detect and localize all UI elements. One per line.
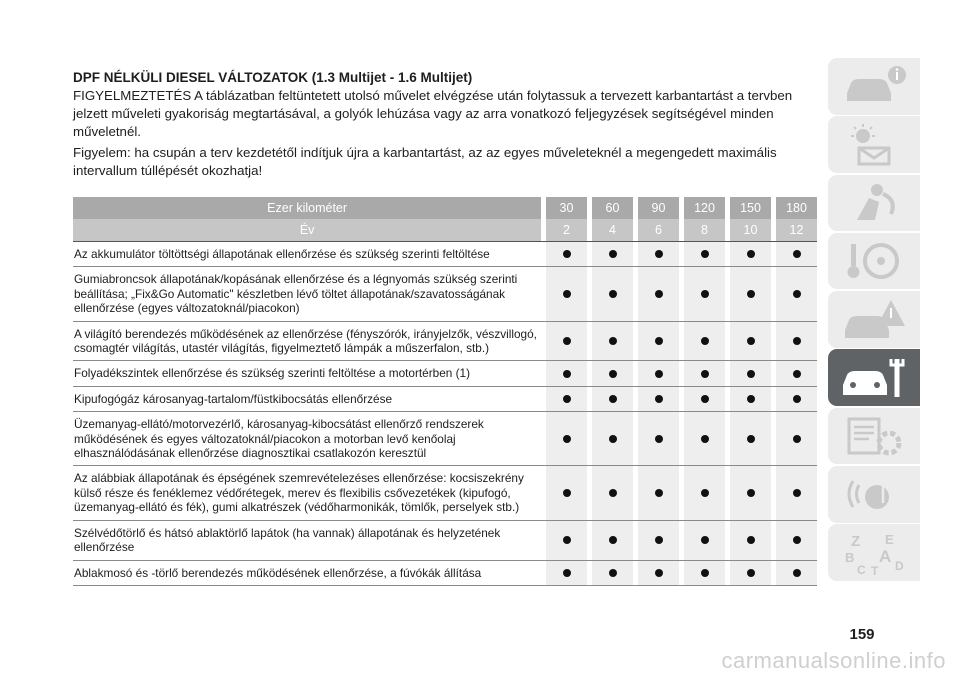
chapter-tabs	[828, 58, 920, 583]
airbag-seat-icon	[839, 180, 909, 226]
scheduled-dot-icon	[609, 337, 617, 345]
scheduled-dot-icon	[747, 569, 755, 577]
specs-gear-icon	[839, 413, 909, 459]
scheduled-dot-icon	[701, 250, 709, 258]
km-header-label: Ezer kilométer	[267, 201, 348, 215]
car-info-icon	[839, 63, 909, 109]
check-cell	[730, 242, 771, 266]
chapter-tab-6[interactable]	[828, 349, 920, 406]
check-cell	[592, 412, 633, 465]
scheduled-dot-icon	[655, 290, 663, 298]
check-cell	[638, 521, 679, 560]
scheduled-dot-icon	[701, 290, 709, 298]
check-cell	[592, 521, 633, 560]
scheduled-dot-icon	[609, 569, 617, 577]
page-number: 159	[849, 626, 875, 643]
scheduled-dot-icon	[655, 337, 663, 345]
km-header-row	[73, 197, 817, 219]
check-cell	[684, 361, 725, 385]
steering-key-icon	[839, 238, 909, 284]
table-row	[73, 361, 817, 386]
scheduled-dot-icon	[563, 337, 571, 345]
scheduled-dot-icon	[563, 536, 571, 544]
scheduled-dot-icon	[747, 370, 755, 378]
check-cell	[684, 412, 725, 465]
scheduled-dot-icon	[563, 395, 571, 403]
check-cell	[592, 322, 633, 361]
car-warning-icon	[839, 296, 909, 342]
check-cell	[776, 267, 817, 320]
check-cell	[776, 561, 817, 585]
row-description: Üzemanyag-ellátó/motorvezérlő, károsanyag-kibocsátást ellenőrző rendszerek működésének és egyes változatoknál/piacokon a motorban levő kenőolaj elhasználódásának ellenőrzése diagnosztikai csatlakozón keresztül	[74, 417, 484, 461]
check-cell	[546, 521, 587, 560]
check-cell	[684, 561, 725, 585]
year-header-label: Év	[299, 223, 315, 237]
table-row	[73, 561, 817, 586]
km-header-cell: 30	[559, 201, 574, 215]
scheduled-dot-icon	[655, 250, 663, 258]
check-cell	[776, 521, 817, 560]
check-cell	[638, 242, 679, 266]
scheduled-dot-icon	[701, 435, 709, 443]
scheduled-dot-icon	[793, 250, 801, 258]
check-cell	[592, 361, 633, 385]
scheduled-dot-icon	[747, 290, 755, 298]
scheduled-dot-icon	[701, 536, 709, 544]
check-cell	[546, 412, 587, 465]
km-header-cell: 90	[651, 201, 666, 215]
scheduled-dot-icon	[609, 435, 617, 443]
check-cell	[592, 387, 633, 411]
row-description: Ablakmosó és -törlő berendezés működésének ellenőrzése, a fúvókák állítása	[74, 565, 482, 580]
check-cell	[546, 267, 587, 320]
check-cell	[730, 561, 771, 585]
row-description: A világító berendezés működésének az ellenőrzése (fényszórók, irányjelzők, vészvillogó, csomagtér világítás, utastér világítás, figyelmeztető lámpák a műszerfalon, stb.)	[74, 326, 537, 356]
check-cell	[638, 412, 679, 465]
check-cell	[730, 466, 771, 519]
check-cell	[776, 322, 817, 361]
check-cell	[776, 242, 817, 266]
warning-paragraph: FIGYELMEZTETÉS A táblázatban feltüntetett utolsó művelet elvégzése után folytassuk a tervezett karbantartást a tervben jelzett műveleti gyakoriság megtartásával, a golyók lehúzása vagy az arra vonatkozó feljegyzések segítségével minden műveletnél.	[73, 88, 793, 139]
check-cell	[776, 466, 817, 519]
svg-text:A: A	[879, 546, 892, 566]
scheduled-dot-icon	[609, 250, 617, 258]
check-cell	[638, 361, 679, 385]
table-body	[73, 242, 817, 586]
chapter-tab-7[interactable]	[828, 408, 920, 465]
check-cell	[546, 361, 587, 385]
scheduled-dot-icon	[563, 250, 571, 258]
check-cell	[592, 561, 633, 585]
check-cell	[546, 322, 587, 361]
scheduled-dot-icon	[701, 395, 709, 403]
check-cell	[730, 361, 771, 385]
check-cell	[684, 322, 725, 361]
svg-text:E: E	[885, 531, 894, 547]
multimedia-icon	[839, 471, 909, 517]
scheduled-dot-icon	[609, 536, 617, 544]
svg-text:C: C	[857, 562, 866, 576]
table-row	[73, 267, 817, 321]
scheduled-dot-icon	[563, 370, 571, 378]
scheduled-dot-icon	[793, 536, 801, 544]
km-header-cell: 60	[605, 201, 620, 215]
check-cell	[776, 387, 817, 411]
check-cell	[638, 561, 679, 585]
check-cell	[684, 466, 725, 519]
year-header-cell: 4	[609, 223, 616, 237]
scheduled-dot-icon	[655, 569, 663, 577]
check-cell	[684, 521, 725, 560]
scheduled-dot-icon	[793, 395, 801, 403]
row-description: Kipufogógáz károsanyag-tartalom/füstkibocsátás ellenőrzése	[74, 391, 393, 406]
check-cell	[638, 466, 679, 519]
year-header-cell: 12	[789, 223, 804, 237]
scheduled-dot-icon	[747, 489, 755, 497]
check-cell	[546, 561, 587, 585]
scheduled-dot-icon	[655, 395, 663, 403]
scheduled-dot-icon	[701, 489, 709, 497]
scheduled-dot-icon	[609, 395, 617, 403]
row-description: Az akkumulátor töltöttségi állapotának ellenőrzése és szükség szerinti feltöltése	[74, 247, 490, 261]
scheduled-dot-icon	[747, 250, 755, 258]
row-description: Az alábbiak állapotának és épségének szemrevételezéses ellenőrzése: kocsiszekrény külső része és fenéklemez védőrétegek, merev és flexibilis csővezetékek (kipufogó, üzemanyag-ellátó és fék), gumi alkatrészek (védőharmonikák, tömlők, perselyek stb.)	[74, 471, 524, 515]
dashboard-lights-icon	[839, 122, 909, 168]
scheduled-dot-icon	[747, 435, 755, 443]
scheduled-dot-icon	[793, 337, 801, 345]
check-cell	[730, 267, 771, 320]
scheduled-dot-icon	[747, 395, 755, 403]
year-header-values	[546, 219, 817, 241]
scheduled-dot-icon	[655, 370, 663, 378]
table-row	[73, 242, 817, 267]
year-header-cell: 6	[655, 223, 662, 237]
scheduled-dot-icon	[609, 489, 617, 497]
scheduled-dot-icon	[793, 290, 801, 298]
chapter-tab-9[interactable]	[828, 524, 920, 581]
year-header-cell: 8	[701, 223, 708, 237]
km-header-cell: 150	[740, 201, 761, 215]
scheduled-dot-icon	[609, 370, 617, 378]
svg-text:B: B	[845, 549, 855, 565]
watermark: carmanualsonline.info	[721, 648, 946, 673]
check-cell	[546, 387, 587, 411]
scheduled-dot-icon	[563, 569, 571, 577]
scheduled-dot-icon	[609, 290, 617, 298]
svg-text:T: T	[871, 563, 879, 576]
check-cell	[730, 412, 771, 465]
car-wrench-icon	[839, 355, 909, 401]
check-cell	[638, 322, 679, 361]
scheduled-dot-icon	[563, 489, 571, 497]
chapter-tab-2[interactable]	[828, 116, 920, 173]
km-header-cell: 180	[786, 201, 807, 215]
table-row	[73, 322, 817, 362]
check-cell	[592, 242, 633, 266]
check-cell	[684, 267, 725, 320]
chapter-tab-1[interactable]	[828, 58, 920, 115]
check-cell	[592, 466, 633, 519]
row-description: Gumiabroncsok állapotának/kopásának ellenőrzése és a légnyomás szükség szerinti beállítása; „Fix&Go Automatic" készletben lévő töltet állapotának/szavatosságának ellenőrzése (egyes változatoknál/piacokon)	[74, 272, 518, 316]
check-cell	[684, 242, 725, 266]
year-header-row	[73, 219, 817, 242]
table-row	[73, 466, 817, 520]
year-header-cell: 10	[743, 223, 758, 237]
scheduled-dot-icon	[793, 489, 801, 497]
scheduled-dot-icon	[701, 370, 709, 378]
km-header-values	[546, 197, 817, 219]
table-row	[73, 521, 817, 561]
check-cell	[684, 387, 725, 411]
table-row	[73, 387, 817, 412]
scheduled-dot-icon	[793, 435, 801, 443]
check-cell	[546, 242, 587, 266]
table-row	[73, 412, 817, 466]
check-cell	[638, 267, 679, 320]
check-cell	[776, 412, 817, 465]
chapter-tab-8[interactable]	[828, 466, 920, 523]
chapter-tab-3[interactable]	[828, 175, 920, 232]
scheduled-dot-icon	[701, 337, 709, 345]
scheduled-dot-icon	[655, 435, 663, 443]
check-cell	[730, 521, 771, 560]
row-description: Szélvédőtörlő és hátsó ablaktörlő lapátok (ha vannak) állapotának és helyzetének ellenőrzése	[74, 525, 501, 555]
scheduled-dot-icon	[563, 435, 571, 443]
svg-text:D: D	[895, 558, 904, 573]
scheduled-dot-icon	[747, 337, 755, 345]
check-cell	[592, 267, 633, 320]
scheduled-dot-icon	[747, 536, 755, 544]
chapter-tab-5[interactable]	[828, 291, 920, 348]
check-cell	[776, 361, 817, 385]
attention-paragraph: Figyelem: ha csupán a terv kezdetétől indítjuk újra a karbantartást, az az egyes műveleteknél a megengedett maximális intervallum túllépését okozhatja!	[73, 145, 777, 178]
chapter-tab-4[interactable]	[828, 233, 920, 290]
scheduled-dot-icon	[655, 489, 663, 497]
check-cell	[730, 387, 771, 411]
row-description: Folyadékszintek ellenőrzése és szükség szerinti feltöltése a motortérben (1)	[74, 366, 471, 381]
scheduled-dot-icon	[793, 370, 801, 378]
section-title: DPF NÉLKÜLI DIESEL VÁLTOZATOK (1.3 Multijet - 1.6 Multijet)	[73, 70, 473, 85]
maintenance-table	[73, 197, 817, 586]
svg-text:Z: Z	[851, 532, 861, 550]
km-header-cell: 120	[694, 201, 715, 215]
scheduled-dot-icon	[701, 569, 709, 577]
scheduled-dot-icon	[655, 536, 663, 544]
year-header-cell: 2	[563, 223, 570, 237]
scheduled-dot-icon	[563, 290, 571, 298]
scheduled-dot-icon	[793, 569, 801, 577]
index-letters-icon	[839, 530, 909, 576]
check-cell	[730, 322, 771, 361]
check-cell	[546, 466, 587, 519]
check-cell	[638, 387, 679, 411]
